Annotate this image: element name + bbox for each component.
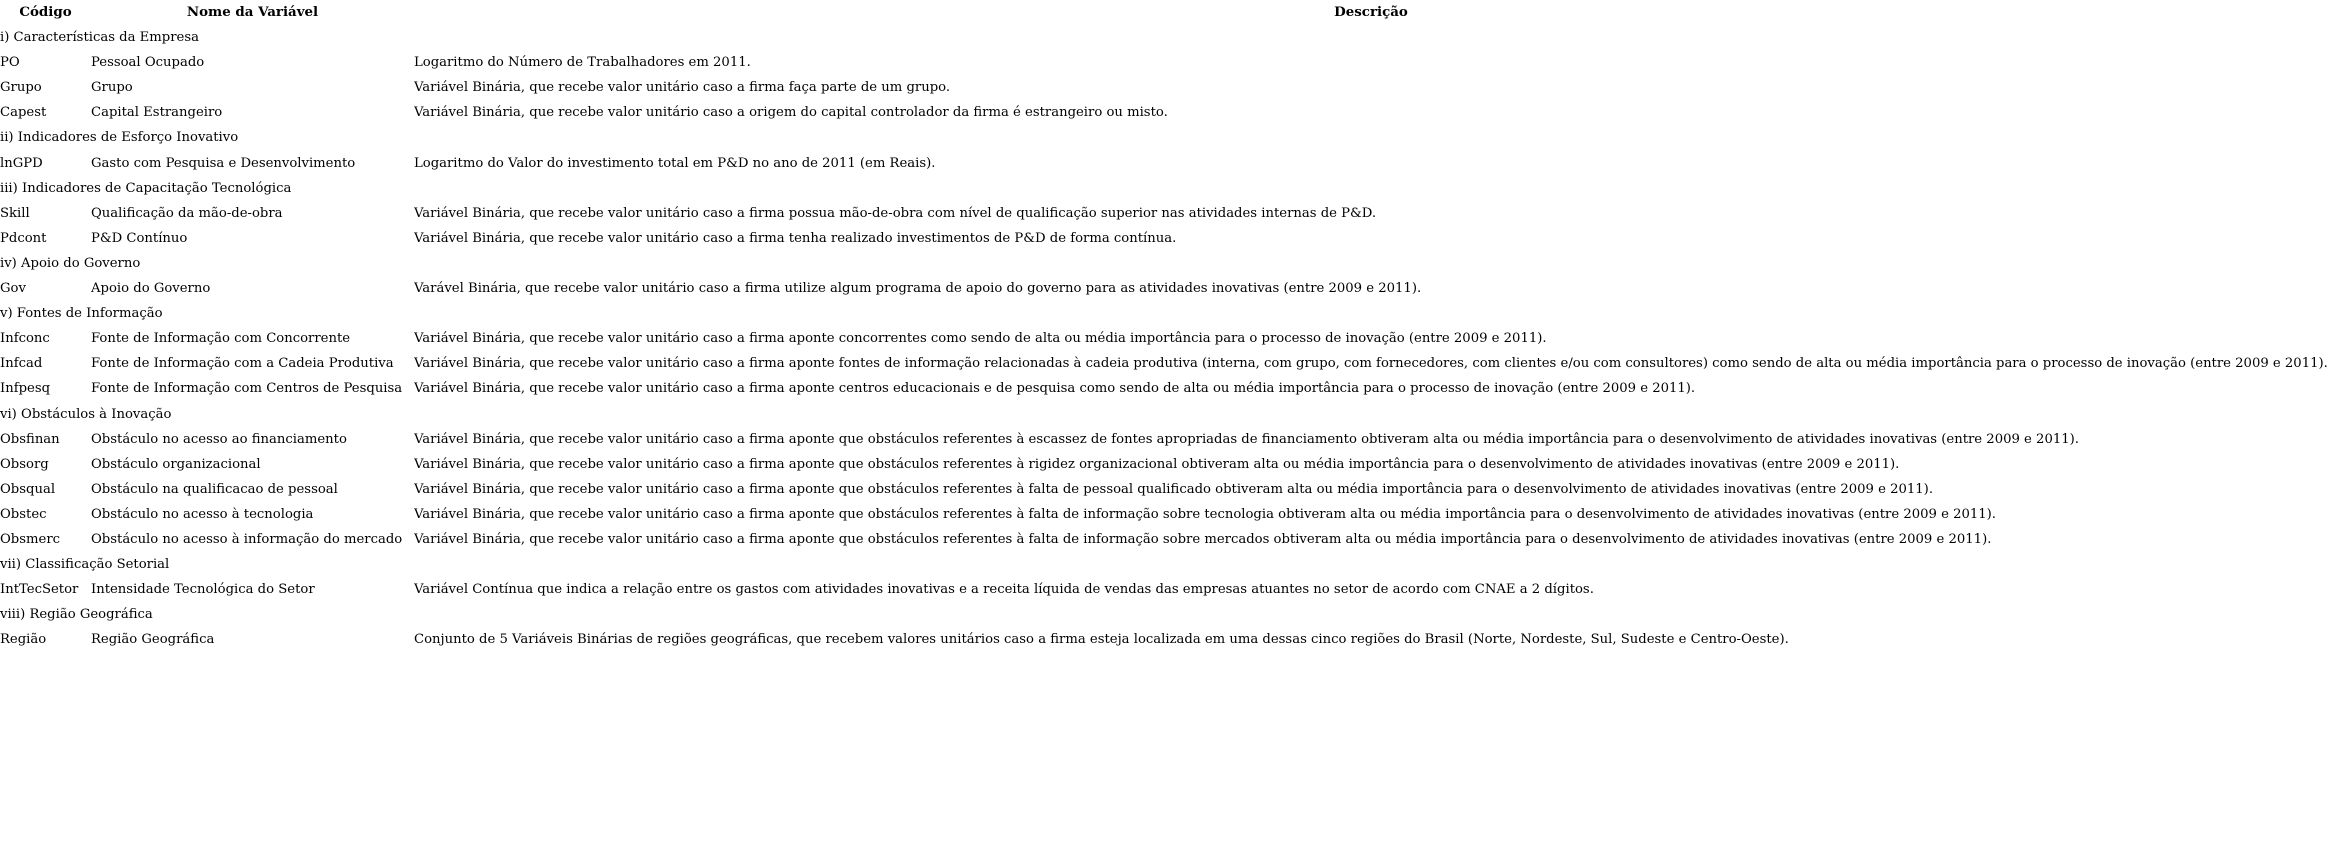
variable-code: Obsqual bbox=[0, 481, 56, 497]
header-row bbox=[0, 0, 2328, 25]
table-row bbox=[0, 276, 2328, 301]
variable-code: IntTecSetor bbox=[0, 582, 79, 598]
table-row bbox=[0, 502, 2328, 527]
header-nome: Nome da Variável bbox=[186, 4, 319, 20]
variable-name: Grupo bbox=[91, 80, 133, 96]
variable-name: Obstáculo na qualificacao de pessoal bbox=[91, 481, 338, 497]
section-label: iii) Indicadores de Capacitação Tecnológica bbox=[0, 180, 292, 196]
header-codigo: Código bbox=[19, 4, 72, 20]
variable-code: Obsmerc bbox=[0, 531, 61, 547]
section-row bbox=[0, 602, 2328, 627]
table-row bbox=[0, 376, 2328, 401]
section-row bbox=[0, 125, 2328, 150]
variable-name: Gasto com Pesquisa e Desenvolvimento bbox=[91, 155, 356, 171]
section-row bbox=[0, 176, 2328, 201]
variable-code: Infpesq bbox=[0, 381, 51, 397]
section-label: ii) Indicadores de Esforço Inovativo bbox=[0, 130, 239, 146]
variable-description: Variável Binária, que recebe valor unitário caso a firma possua mão-de-obra com nível de qualificação superior nas atividades internas de P&D. bbox=[414, 205, 1377, 221]
variable-name: Fonte de Informação com Concorrente bbox=[91, 331, 351, 347]
variable-name: Apoio do Governo bbox=[91, 281, 211, 297]
variable-code: Infconc bbox=[0, 331, 50, 347]
variable-name: Obstáculo no acesso ao financiamento bbox=[91, 431, 347, 447]
variable-name: P&D Contínuo bbox=[91, 230, 188, 246]
variable-code: Infcad bbox=[0, 356, 43, 372]
section-label: viii) Região Geográfica bbox=[0, 607, 153, 623]
variable-description: Variável Binária, que recebe valor unitário caso a firma aponte que obstáculos referentes à falta de pessoal qualificado obtiveram alta ou média importância para o desenvolvimento de atividades inovativas (entre 2009 e 2011). bbox=[414, 481, 1934, 497]
variable-name: Obstáculo no acesso à informação do mercado bbox=[91, 531, 403, 547]
variable-description: Variável Binária, que recebe valor unitário caso a firma aponte que obstáculos referentes à falta de informação sobre tecnologia obtiveram alta ou média importância para o desenvolvimento de atividades inovativas (entre 2009 e 2011). bbox=[414, 506, 1996, 522]
table-row bbox=[0, 477, 2328, 502]
variable-description: Variável Contínua que indica a relação entre os gastos com atividades inovativas e a receita líquida de vendas das empresas atuantes no setor de acordo com CNAE a 2 dígitos. bbox=[414, 582, 1594, 598]
table-row bbox=[0, 201, 2328, 226]
variable-name: Região Geográfica bbox=[91, 632, 215, 648]
variable-name: Capital Estrangeiro bbox=[91, 105, 223, 121]
variable-code: lnGPD bbox=[0, 155, 43, 171]
variable-name: Obstáculo no acesso à tecnologia bbox=[91, 506, 314, 522]
section-row bbox=[0, 251, 2328, 276]
table-row bbox=[0, 351, 2328, 376]
section-row bbox=[0, 552, 2328, 577]
variable-description: Variável Binária, que recebe valor unitário caso a firma aponte que obstáculos referentes à falta de informação sobre mercados obtiveram alta ou média importância para o desenvolvimento de atividades inovativas (entre 2009 e 2011). bbox=[414, 531, 1992, 547]
table-row bbox=[0, 577, 2328, 602]
variable-name: Intensidade Tecnológica do Setor bbox=[91, 582, 315, 598]
variable-description: Variável Binária, que recebe valor unitário caso a firma aponte concorrentes como sendo de alta ou média importância para o processo de inovação (entre 2009 e 2011). bbox=[414, 331, 1547, 347]
section-row bbox=[0, 402, 2328, 427]
variable-description: Variável Binária, que recebe valor unitário caso a origem do capital controlador da firma é estrangeiro ou misto. bbox=[414, 105, 1168, 121]
variable-description: Logaritmo do Valor do investimento total em P&D no ano de 2011 (em Reais). bbox=[414, 155, 936, 171]
section-row bbox=[0, 25, 2328, 50]
section-row bbox=[0, 301, 2328, 326]
variable-name: Pessoal Ocupado bbox=[91, 55, 205, 71]
variable-code: Região bbox=[0, 632, 47, 648]
table-row bbox=[0, 50, 2328, 75]
section-label: vi) Obstáculos à Inovação bbox=[0, 406, 172, 422]
variable-description: Varável Binária, que recebe valor unitário caso a firma utilize algum programa de apoio do governo para as atividades inovativas (entre 2009 e 2011). bbox=[414, 281, 1422, 297]
variable-name: Fonte de Informação com a Cadeia Produtiva bbox=[91, 356, 394, 372]
table-body bbox=[0, 25, 2328, 652]
variable-description: Conjunto de 5 Variáveis Binárias de regiões geográficas, que recebem valores unitários caso a firma esteja localizada em uma dessas cinco regiões do Brasil (Norte, Nordeste, Sul, Sudeste e Centro-Oeste). bbox=[414, 632, 1789, 648]
variable-description: Variável Binária, que recebe valor unitário caso a firma aponte centros educacionais e de pesquisa como sendo de alta ou média importância para o processo de inovação (entre 2009 e 2011). bbox=[414, 381, 1696, 397]
variable-code: Pdcont bbox=[0, 230, 47, 246]
table-row bbox=[0, 226, 2328, 251]
section-label: vii) Classificação Setorial bbox=[0, 557, 170, 573]
variable-code: Obsfinan bbox=[0, 431, 60, 447]
variable-name: Obstáculo organizacional bbox=[91, 456, 261, 472]
variable-description: Variável Binária, que recebe valor unitário caso a firma tenha realizado investimentos de P&D de forma contínua. bbox=[414, 230, 1177, 246]
table-row bbox=[0, 75, 2328, 100]
variable-name: Qualificação da mão-de-obra bbox=[91, 205, 283, 221]
variable-code: Gov bbox=[0, 281, 26, 297]
variable-description: Variável Binária, que recebe valor unitário caso a firma aponte que obstáculos referentes à escassez de fontes apropriadas de financiamento obtiveram alta ou média importância para o desenvolvimento de atividades inovativas (entre 2009 e 2011). bbox=[414, 431, 2079, 447]
table-row bbox=[0, 452, 2328, 477]
variable-code: PO bbox=[0, 55, 20, 71]
variable-code: Grupo bbox=[0, 80, 42, 96]
section-label: i) Características da Empresa bbox=[0, 30, 199, 46]
table-row bbox=[0, 627, 2328, 652]
variable-description: Logaritmo do Número de Trabalhadores em 2011. bbox=[414, 55, 751, 71]
table-row bbox=[0, 100, 2328, 125]
table-row bbox=[0, 151, 2328, 176]
variable-code: Skill bbox=[0, 205, 30, 221]
variable-description: Variável Binária, que recebe valor unitário caso a firma aponte que obstáculos referentes à rigidez organizacional obtiveram alta ou média importância para o desenvolvimento de atividades inovativas (entre 2009 e 2011). bbox=[414, 456, 1900, 472]
header-descricao: Descrição bbox=[1334, 4, 1408, 20]
section-label: v) Fontes de Informação bbox=[0, 306, 163, 322]
variable-code: Obstec bbox=[0, 506, 47, 522]
variable-code: Obsorg bbox=[0, 456, 49, 472]
section-label: iv) Apoio do Governo bbox=[0, 255, 141, 271]
table-row bbox=[0, 527, 2328, 552]
variable-name: Fonte de Informação com Centros de Pesquisa bbox=[91, 381, 403, 397]
variable-description: Variável Binária, que recebe valor unitário caso a firma faça parte de um grupo. bbox=[414, 80, 951, 96]
variable-description: Variável Binária, que recebe valor unitário caso a firma aponte fontes de informação relacionadas à cadeia produtiva (interna, com grupo, com fornecedores, com clientes e/ou com consultores) como sendo de alta ou média importância para o processo de inovação (entre 2009 e 2011). bbox=[414, 356, 2328, 372]
table-row bbox=[0, 427, 2328, 452]
variable-code: Capest bbox=[0, 105, 47, 121]
table-row bbox=[0, 326, 2328, 351]
